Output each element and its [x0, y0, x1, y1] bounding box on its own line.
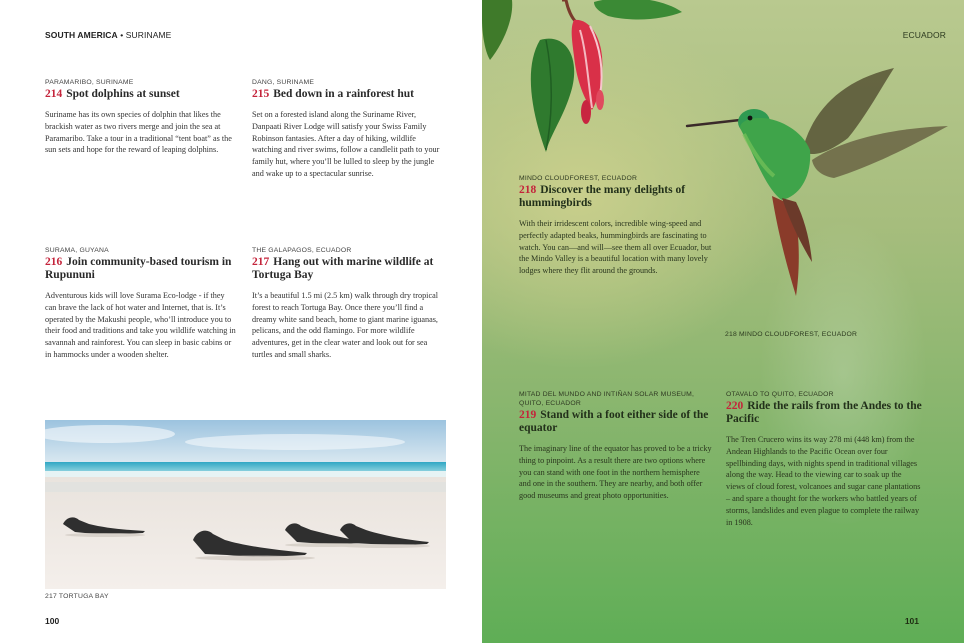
sea — [45, 462, 446, 472]
entry-214 — [45, 78, 237, 156]
page-number: 101 — [904, 616, 919, 626]
entry-location: MINDO CLOUDFOREST, ECUADOR — [519, 175, 638, 182]
entry-location: DANG, SURINAME — [252, 79, 315, 86]
page-number: 100 — [45, 616, 60, 626]
entry-217 — [252, 246, 444, 361]
entry-body: It’s a beautiful 1.5 mi (2.5 km) walk through dry tropical forest to reach Tortuga Bay. Once there you’ll find a dreamy white sand beach, home to giant marine iguanas, pelicans, and the odd flamingo. For more wildlife adventures, get in the clear water and look out for sea turtles and small sharks. — [252, 291, 438, 359]
beach-iguana-illustration — [45, 420, 446, 589]
red-flower — [572, 20, 604, 124]
entry-body: Suriname has its own species of dolphin that likes the brackish water as two rivers merge and join the sea at Paramaribo. Take a tour in a traditional “tent boat” as the sun sets and hope for the reward of leaping dolphins. — [45, 110, 232, 155]
hummingbird — [687, 68, 948, 296]
entry-title — [252, 256, 444, 282]
entry-title-text: Join community-based tourism in Rupununi — [45, 256, 232, 281]
entry-218 — [519, 174, 717, 277]
entry-number: 217 — [252, 256, 270, 268]
entry-number: 219 — [519, 409, 537, 421]
entry-body: Set on a forested island along the Suriname River, Danpaati River Lodge will satisfy your Swiss Family Robinson fantasies. After a day of hiking, wildlife watching and river swims, follow a candlelit path to your family hut, where you’ll be lulled to sleep by the jungle and wake up to a spectacular sunrise. — [252, 110, 440, 178]
wet-sand — [45, 482, 446, 492]
entry-title — [45, 256, 237, 282]
entry-title-text: Ride the rails from the Andes to the Pacific — [726, 400, 922, 425]
entry-number: 215 — [252, 88, 270, 100]
entry-location: THE GALAPAGOS, ECUADOR — [252, 247, 352, 254]
running-head-country: SURINAME — [125, 30, 172, 40]
entry-title — [726, 400, 922, 426]
entry-body: The imaginary line of the equator has proved to be a tricky thing to pinpoint. As a result there are two options where you can stand with one foot in the northern hemisphere and one in the southern. They are nearby, and both offer good museums and great photo opportunities. — [519, 444, 712, 501]
flower-stem — [562, 0, 576, 22]
entry-title — [519, 184, 717, 210]
entry-215 — [252, 78, 444, 180]
leaf — [531, 39, 574, 152]
entry-title-text: Stand with a foot either side of the equator — [519, 409, 709, 434]
entry-title-text: Bed down in a rainforest hut — [273, 88, 414, 100]
hummingbird-photo — [482, 0, 964, 643]
entry-219 — [519, 390, 713, 502]
entry-number: 218 — [519, 184, 537, 196]
entry-location: OTAVALO TO QUITO, ECUADOR — [726, 391, 834, 398]
leaf — [594, 0, 682, 19]
entry-number: 220 — [726, 400, 744, 412]
left-running-head — [45, 30, 171, 40]
entry-number: 216 — [45, 256, 63, 268]
leaf — [482, 0, 512, 60]
running-head-region: SOUTH AMERICA — [45, 30, 118, 40]
photo-caption: 217 TORTUGA BAY — [45, 593, 109, 600]
entry-title-text: Hang out with marine wildlife at Tortuga Bay — [252, 256, 434, 281]
surf — [45, 471, 446, 477]
entry-number: 214 — [45, 88, 63, 100]
cloud — [185, 434, 405, 450]
entry-220 — [726, 390, 922, 528]
tortuga-bay-photo — [45, 420, 446, 589]
entry-title — [519, 409, 713, 435]
entry-location: PARAMARIBO, SURINAME — [45, 79, 134, 86]
photo-caption: 218 MINDO CLOUDFOREST, ECUADOR — [725, 331, 858, 338]
entry-body: With their irridescent colors, incredible wing-speed and perfectly adapted beaks, hummingbirds are fascinating to watch. You can—and will—see them all over Ecuador, but the Mindo Valley is a beautiful location with many lovely lodges where they flit around the grounds. — [519, 219, 712, 276]
entry-body: Adventurous kids will love Surama Eco-lodge - if they can brave the lack of hot water and Internet, that is. It’s operated by the Makushi people, who’ll introduce you to their food and traditions and take you wildlife watching in savannah and rainforest. You can sleep in basic cabins or in hammocks under a wooden shelter. — [45, 291, 236, 359]
right-page — [482, 0, 964, 643]
entry-title — [45, 88, 237, 101]
entry-title-text: Discover the many delights of hummingbirds — [519, 184, 686, 209]
entry-title-text: Spot dolphins at sunset — [66, 88, 180, 100]
right-running-head: ECUADOR — [902, 30, 946, 40]
entry-title — [252, 88, 444, 101]
entry-body: The Tren Crucero wins its way 278 mi (448 km) from the Andean Highlands to the Pacific Ocean over four spellbinding days, with nights spend in traditional villages along the way. Head to the viewing car to soak up the views of cloud forest, volcanoes and sugar cane plantations – and spare a thought for the workers who battled years of storms, landslides and even plague to complete the railway in 1908. — [726, 435, 921, 527]
entry-216 — [45, 246, 237, 361]
entry-location: SURAMA, GUYANA — [45, 247, 109, 254]
running-head-separator: • — [120, 30, 124, 40]
entry-location: MITAD DEL MUNDO AND INTIÑAN SOLAR MUSEUM, QUITO, ECUADOR — [519, 391, 695, 407]
